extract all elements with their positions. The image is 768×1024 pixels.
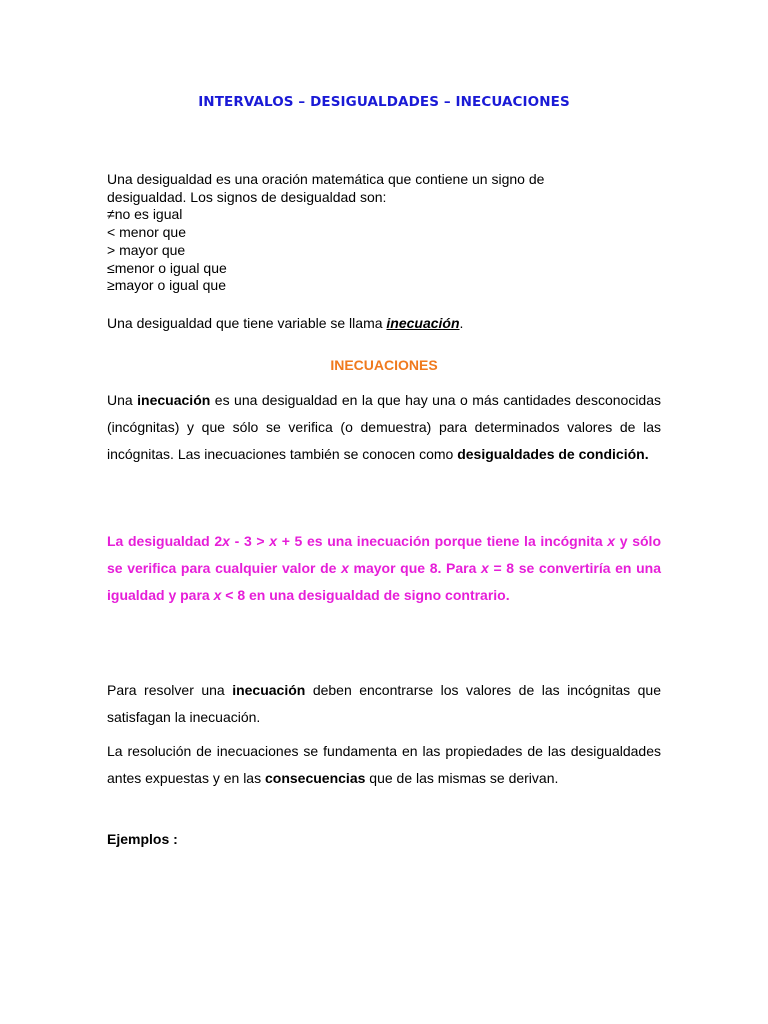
defined-term: inecuación — [386, 315, 460, 331]
document-title: INTERVALOS – DESIGUALDADES – INECUACIONES — [198, 94, 570, 110]
sign-label: menor que — [119, 224, 187, 241]
less-than-symbol: < — [107, 224, 120, 241]
bold-term: inecuación — [137, 392, 211, 408]
intro-line-1: Una desigualdad es una oración matemática que contiene un signo de — [107, 171, 545, 187]
sign-item-greater-or-equal — [107, 277, 661, 295]
bold-term: consecuencias — [265, 770, 366, 786]
greater-than-symbol: > — [107, 241, 120, 258]
sign-item-not-equal — [107, 206, 661, 224]
sign-item-less-than — [107, 224, 661, 242]
bold-term: desigualdades de condición. — [457, 446, 649, 462]
example-paragraph — [107, 528, 661, 609]
definition-paragraph — [107, 387, 661, 468]
paragraph-text: - 3 > — [229, 533, 270, 549]
examples-label: Ejemplos : — [107, 831, 178, 847]
paragraph-text: < 8 en una desigualdad de signo contrario. — [221, 587, 510, 603]
variable-x: x — [269, 533, 278, 549]
paragraph-text: deben encontrarse los valores de las incógnitas que satisfagan la inecuación. — [107, 682, 661, 725]
paragraph-text: mayor que 8. Para — [348, 560, 482, 576]
sign-item-greater-than — [107, 242, 661, 260]
paragraph-text: que de las mismas se derivan. — [365, 770, 559, 786]
variable-x: x — [222, 533, 230, 549]
resolution-paragraph — [107, 677, 661, 731]
variable-definition — [107, 314, 661, 332]
sign-item-less-or-equal — [107, 260, 661, 278]
paragraph-text: Para resolver una — [107, 682, 233, 698]
paragraph-text: + 5 es una inecuación porque tiene la incógnita — [277, 533, 608, 549]
sentence-end: . — [459, 315, 464, 331]
paragraph-text: La resolución de inecuaciones se fundamenta en las propiedades de las desigualdades antes expuestas y en las — [107, 743, 661, 786]
paragraph-text: es una desigualdad en la que hay una o más cantidades desconocidas (incógnitas) y que sólo se verifica (o demuestra) para determinados valores de las incógnitas. Las inecuaciones también se conocen como — [107, 392, 662, 462]
not-equal-symbol: ≠ — [107, 206, 115, 223]
less-or-equal-symbol: ≤ — [107, 259, 115, 276]
variable-definition-text: Una desigualdad que tiene variable se llama — [107, 315, 387, 331]
variable-x: x — [341, 560, 349, 576]
sign-label: no es igual — [114, 206, 183, 223]
sign-label: mayor o igual que — [114, 277, 226, 294]
sign-label: mayor que — [119, 241, 186, 258]
paragraph-text: Una — [107, 392, 138, 408]
bold-term: inecuación — [232, 682, 306, 698]
section-heading: INECUACIONES — [330, 357, 438, 373]
paragraph-text: y sólo se verifica para cualquier valor de — [107, 533, 661, 576]
paragraph-text: = 8 se convertiría en una igualdad y para — [107, 560, 661, 603]
greater-or-equal-symbol: ≥ — [107, 277, 115, 294]
sign-label: menor o igual que — [114, 259, 227, 276]
variable-x: x — [607, 533, 616, 549]
paragraph-text: La desigualdad 2 — [107, 533, 223, 549]
intro-line-2: desigualdad. Los signos de desigualdad son: — [107, 188, 387, 205]
variable-x: x — [481, 560, 489, 576]
foundation-paragraph — [107, 738, 661, 792]
variable-x: x — [213, 587, 222, 603]
intro-section — [107, 171, 661, 295]
